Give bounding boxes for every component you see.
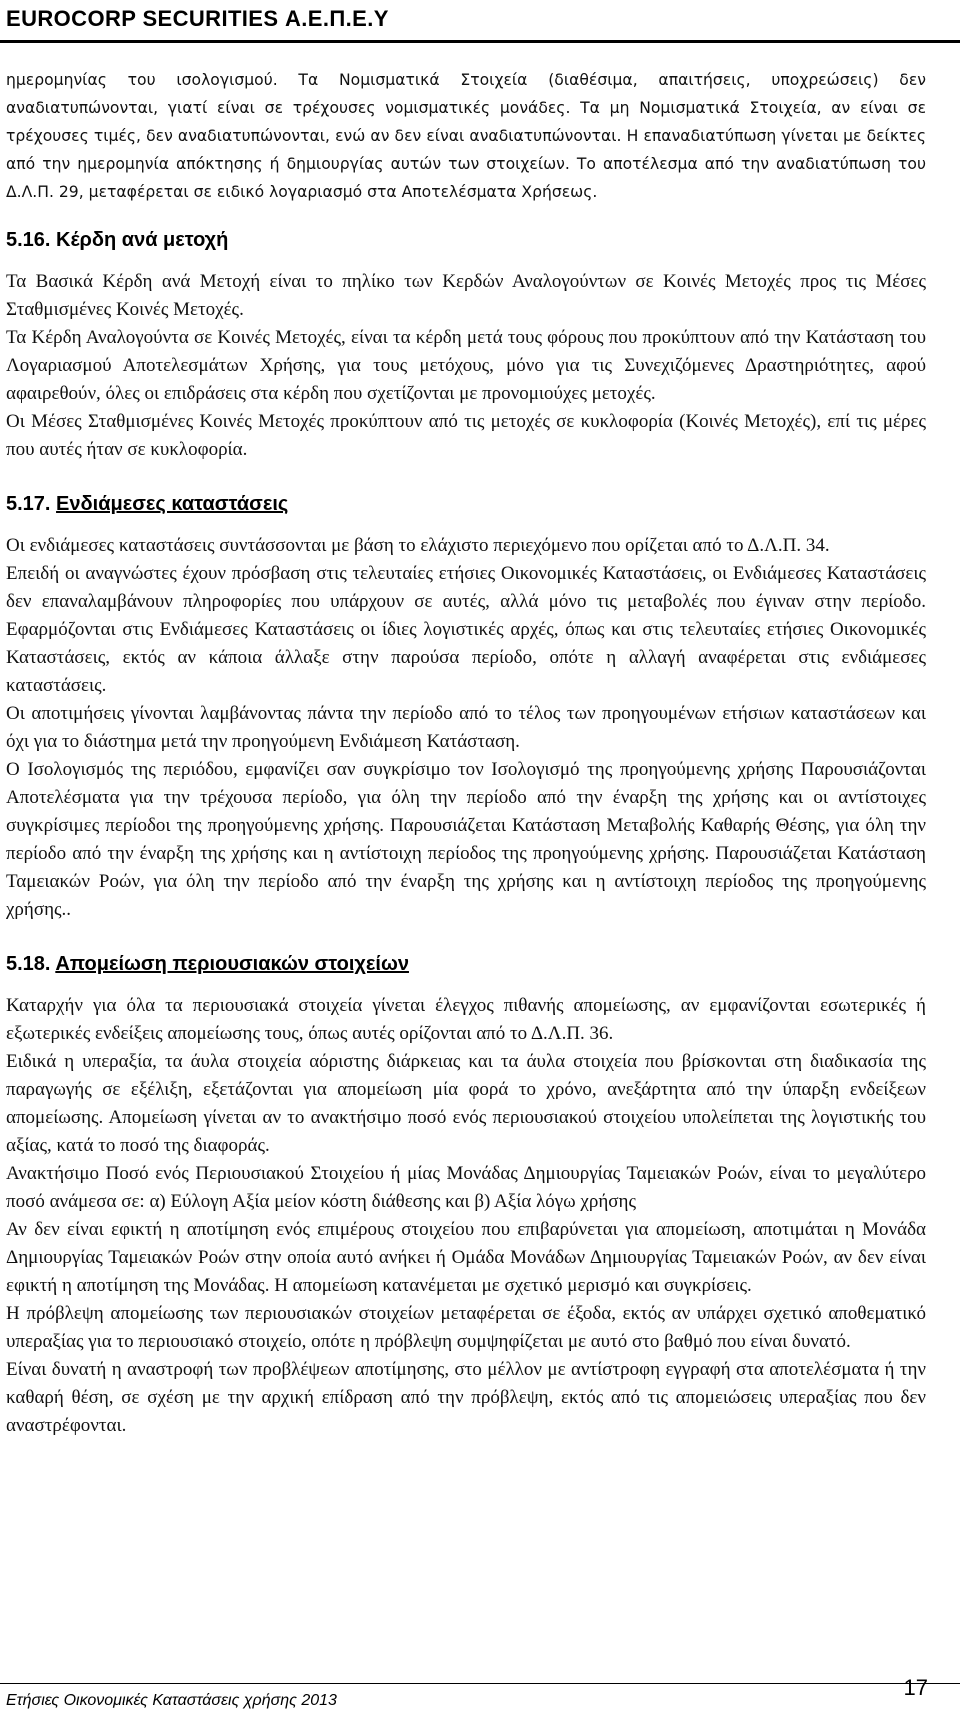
paragraph: Τα Βασικά Κέρδη ανά Μετοχή είναι το πηλίκο των Κερδών Αναλογούντων σε Κοινές Μετοχές προς τις Μέσες Σταθμισμένες Κοινές Μετοχές.	[6, 271, 926, 320]
paragraph: Ανακτήσιμο Ποσό ενός Περιουσιακού Στοιχείου ή μίας Μονάδας Δημιουργίας Ταμειακών Ροών, είναι το μεγαλύτερο ποσό ανάμεσα σε: α) Εύλογη Αξία μείον κόστη διάθεσης και β) Αξία λόγω χρήσης	[6, 1163, 926, 1212]
intro-paragraph: ημερομηνίας του ισολογισμού. Τα Νομισματικά Στοιχεία (διαθέσιμα, απαιτήσεις, υποχρεώσεις) δεν αναδιατυπώνονται, γιατί είναι σε τρέχουσες νομισματικές μονάδες. Τα μη Νομισματικά Στοιχεία, αν είναι σε τρέχουσες τιμές, δεν αναδιατυπώνονται, ενώ αν δεν είναι αναδιατυπώνονται. Η επαναδιατύπωση γίνεται με δείκτες από την ημερομηνία απόκτησης ή δημιουργίας αυτών των στοιχείων. Το αποτέλεσμα από την αναδιατύπωση του Δ.Λ.Π. 29, μεταφέρεται σε ειδικό λογαριασμό στα Αποτελέσματα Χρήσεως.	[6, 71, 926, 201]
footer-divider	[0, 1683, 960, 1684]
paragraph: Η πρόβλεψη απομείωσης των περιουσιακών στοιχείων μεταφέρεται σε έξοδα, εκτός αν υπάρχει σχετικό αποθεματικό υπεραξίας για το περιουσιακό στοιχείο, οπότε η πρόβλεψη συμψηφίζεται με αυτό στο βαθμό που είναι δυνατό.	[6, 1303, 926, 1352]
company-header: EUROCORP SECURITIES Α.Ε.Π.Ε.Υ	[6, 6, 389, 31]
section-title: Κέρδη ανά μετοχή	[56, 229, 229, 251]
section-title: Απομείωση περιουσιακών στοιχείων	[55, 953, 409, 975]
paragraph: Επειδή οι αναγνώστες έχουν πρόσβαση στις τελευταίες ετήσιες Οικονομικές Καταστάσεις, οι Ενδιάμεσες Καταστάσεις δεν επαναλαμβάνουν πληροφορίες που υπάρχουν σε αυτές, αλλά μόνο τις μεταβολές που έγιναν στην περίοδο. Εφαρμόζονται στις Ενδιάμεσες Καταστάσεις οι ίδιες λογιστικές αρχές, όπως και στις τελευταίες ετήσιες Οικονομικές Καταστάσεις, εκτός αν κάποια άλλαξε στην παρούσα περίοδο, οπότε η αλλαγή αναφέρεται στις ενδιάμεσες καταστάσεις.	[6, 563, 926, 696]
paragraph: Αν δεν είναι εφικτή η αποτίμηση ενός επιμέρους στοιχείου που επιβαρύνεται για απομείωση, αποτιμάται η Μονάδα Δημιουργίας Ταμειακών Ροών στην οποία αυτό ανήκει ή Ομάδα Μονάδων Δημιουργίας Ταμειακών Ροών, αν δεν είναι εφικτή η αποτίμηση της Μονάδας. Η απομείωση κατανέμεται με σχετικό μερισμό και συγκρίσεις.	[6, 1219, 926, 1296]
section-title: Ενδιάμεσες καταστάσεις	[56, 493, 289, 515]
page-number: 17	[903, 1675, 928, 1700]
paragraph: Ειδικά η υπεραξία, τα άυλα στοιχεία αόριστης διάρκειας και τα άυλα στοιχεία που βρίσκονται στη διαδικασία της παραγωγής σε εξέλιξη, εξετάζονται για απομείωση μία φορά το χρόνο, ανεξάρτητα από την ύπαρξη ενδείξεων απομείωσης. Απομείωση γίνεται αν το ανακτήσιμο ποσό ενός περιουσιακού στοιχείου υπολείπεται της λογιστικής του αξίας, κατά το ποσό της διαφοράς.	[6, 1051, 926, 1156]
section-heading-5-17	[6, 490, 926, 518]
paragraph: Είναι δυνατή η αναστροφή των προβλέψεων αποτίμησης, στο μέλλον με αντίστροφη εγγραφή στα αποτελέσματα ή την καθαρή θέση, σε σχέση με την αρχική επίδραση από την πρόβλεψη, εκτός από τις απομειώσεις υπεραξίας που δεν αναστρέφονται.	[6, 1359, 926, 1436]
paragraph: Οι Μέσες Σταθμισμένες Κοινές Μετοχές προκύπτουν από τις μετοχές σε κυκλοφορία (Κοινές Μετοχές), επί τις μέρες που αυτές ήταν σε κυκλοφορία.	[6, 411, 926, 460]
paragraph: Καταρχήν για όλα τα περιουσιακά στοιχεία γίνεται έλεγχος πιθανής απομείωσης, αν εμφανίζονται εσωτερικές ή εξωτερικές ενδείξεις απομείωσης τους, όπως αυτές ορίζονται από το Δ.Λ.Π. 36.	[6, 995, 926, 1044]
header-divider	[0, 40, 960, 43]
section-heading-5-18	[6, 950, 926, 978]
paragraph: Οι αποτιμήσεις γίνονται λαμβάνοντας πάντα την περίοδο από το τέλος των προηγουμένων ετήσιων καταστάσεων και όχι για το διάστημα μετά την προηγούμενη Ενδιάμεση Κατάσταση.	[6, 703, 926, 752]
paragraph: Οι ενδιάμεσες καταστάσεις συντάσσονται με βάση το ελάχιστο περιεχόμενο που ορίζεται από το Δ.Λ.Π. 34.	[6, 535, 830, 556]
footer-caption: Ετήσιες Οικονομικές Καταστάσεις χρήσης 2013	[6, 1692, 337, 1709]
section-number: 5.17.	[6, 493, 51, 515]
paragraph: Ο Ισολογισμός της περιόδου, εμφανίζει σαν συγκρίσιμο τον Ισολογισμό της προηγούμενης χρήσης Παρουσιάζονται Αποτελέσματα για την τρέχουσα περίοδο, για όλη την περίοδο από την έναρξη της χρήσης και οι αντίστοιχες συγκρίσιμες περίοδοι της προηγούμενης χρήσης. Παρουσιάζεται Κατάσταση Μεταβολής Καθαρής Θέσης, για όλη την περίοδο από την έναρξη της χρήσης και η αντίστοιχη περίοδος της προηγούμενης χρήσης. Παρουσιάζεται Κατάσταση Ταμειακών Ροών, για όλη την περίοδο από την έναρξη της χρήσης και η αντίστοιχη περίοδος της προηγούμενης χρήσης..	[6, 759, 926, 920]
document-body	[6, 66, 926, 1440]
section-number: 5.18.	[6, 953, 51, 975]
section-number: 5.16.	[6, 229, 51, 251]
paragraph: Τα Κέρδη Αναλογούντα σε Κοινές Μετοχές, είναι τα κέρδη μετά τους φόρους που προκύπτουν από την Κατάσταση του Λογαριασμού Αποτελεσμάτων Χρήσης, για τους μετόχους, μόνο για τις Συνεχιζόμενες Δραστηριότητες, αφού αφαιρεθούν, όλες οι επιδράσεις στα κέρδη που σχετίζονται με προνομιούχες μετοχές.	[6, 327, 926, 404]
section-heading-5-16	[6, 226, 926, 254]
